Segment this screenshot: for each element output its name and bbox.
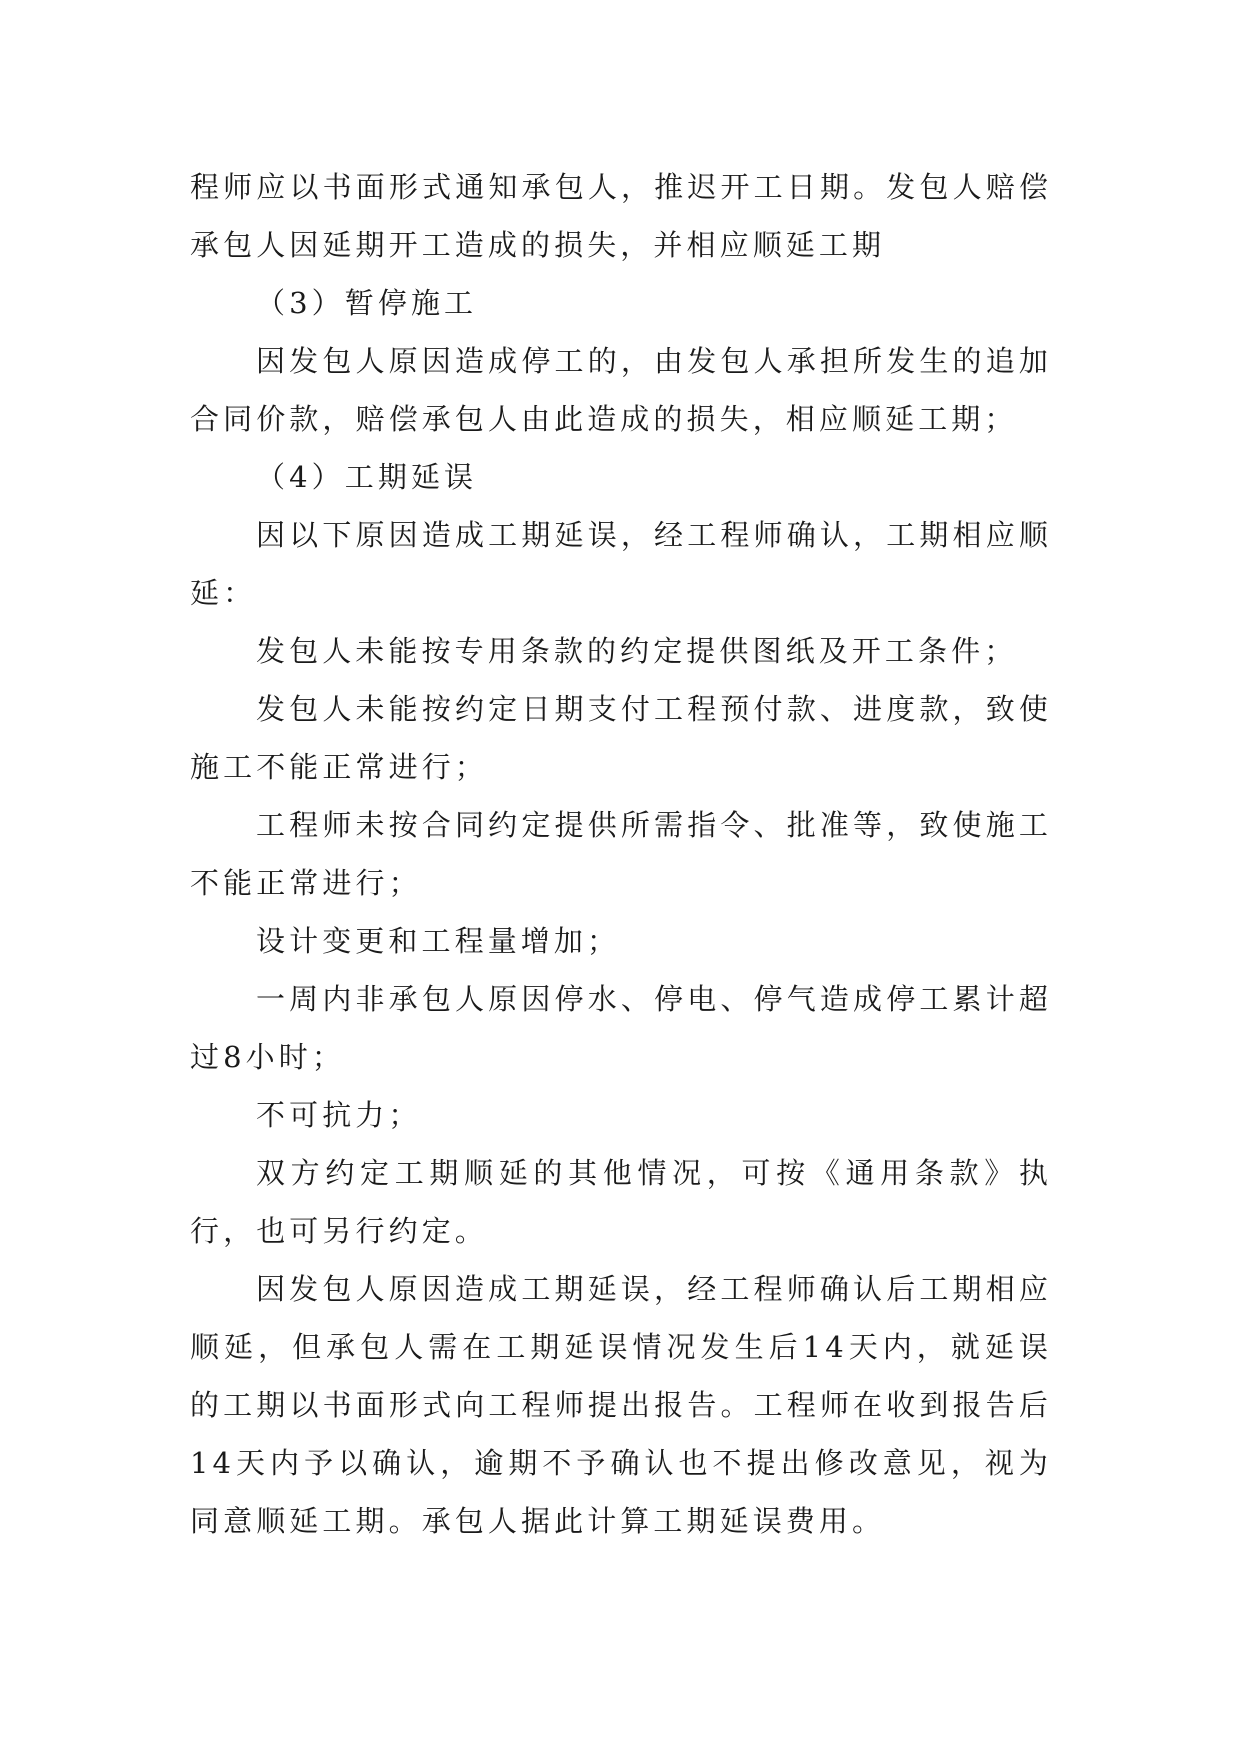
section-heading-delay: （4）工期延误 xyxy=(256,460,478,494)
list-item: 发包人未能按约定日期支付工程预付款、进度款，致使施工不能正常进行； xyxy=(190,692,1052,784)
list-item: 发包人未能按专用条款的约定提供图纸及开工条件； xyxy=(256,634,1018,668)
paragraph-continuation: 程师应以书面形式通知承包人，推迟开工日期。发包人赔偿承包人因延期开工造成的损失，并相应顺延工期 xyxy=(190,170,1052,262)
paragraph: 因发包人原因造成停工的，由发包人承担所发生的追加合同价款，赔偿承包人由此造成的损失，相应顺延工期； xyxy=(190,344,1052,436)
paragraph: 因以下原因造成工期延误，经工程师确认，工期相应顺延： xyxy=(190,518,1052,610)
document-body xyxy=(190,158,1052,1550)
list-item: 一周内非承包人原因停水、停电、停气造成停工累计超过8小时； xyxy=(190,982,1052,1074)
list-item: 双方约定工期顺延的其他情况，可按《通用条款》执行，也可另行约定。 xyxy=(190,1156,1052,1248)
section-heading-suspension: （3）暂停施工 xyxy=(256,286,478,320)
list-item: 不可抗力； xyxy=(256,1098,422,1132)
list-item: 工程师未按合同约定提供所需指令、批准等，致使施工不能正常进行； xyxy=(190,808,1052,900)
list-item: 设计变更和工程量增加； xyxy=(256,924,621,958)
paragraph: 因发包人原因造成工期延误，经工程师确认后工期相应顺延，但承包人需在工期延误情况发生后14天内，就延误的工期以书面形式向工程师提出报告。工程师在收到报告后14天内予以确认，逾期不予确认也不提出修改意见，视为同意顺延工期。承包人据此计算工期延误费用。 xyxy=(190,1272,1052,1538)
